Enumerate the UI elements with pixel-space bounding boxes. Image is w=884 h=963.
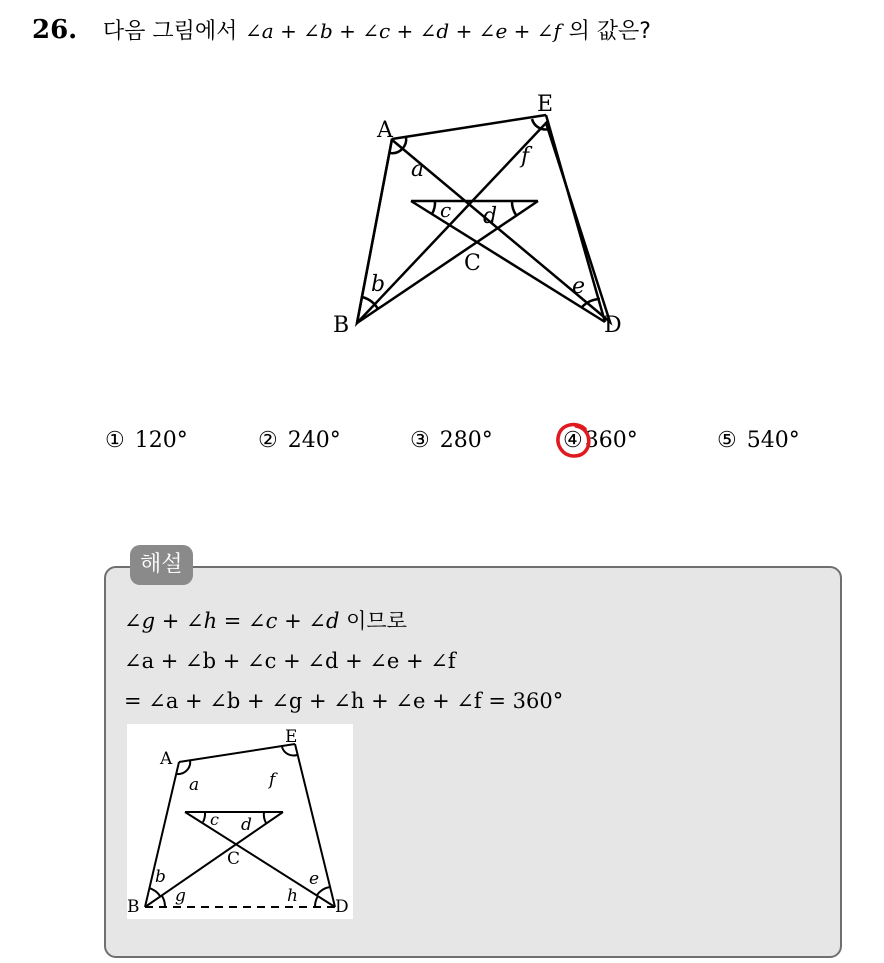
choice-1[interactable] [105, 428, 188, 453]
choice-2-value: 240° [287, 428, 341, 453]
sol-segment-d-to-top [185, 812, 335, 907]
choice-4-value: 360° [584, 428, 638, 453]
solution-tag: 해설 [130, 545, 193, 585]
sol-angle-a-label: a [189, 775, 200, 795]
point-e-label: E [537, 92, 554, 117]
choice-3[interactable] [410, 428, 493, 453]
choice-4[interactable] [563, 428, 638, 453]
solution-figure [127, 724, 353, 919]
point-a-label: A [377, 118, 393, 143]
question-suffix: 의 값은? [568, 19, 651, 44]
sol-point-c-label: C [227, 849, 241, 869]
choice-3-number: ③ [410, 428, 430, 453]
angle-b-label: b [371, 272, 386, 297]
point-c-label: C [464, 251, 481, 276]
angle-f-label: f [521, 144, 530, 169]
sol-arc-c [203, 812, 205, 822]
angle-a-label: a [411, 157, 425, 182]
sol-arc-f [282, 747, 297, 756]
solution-line-1 [124, 601, 563, 641]
arc-c [432, 201, 435, 214]
sol-arc-d [264, 812, 266, 823]
sol-point-a-label: A [160, 749, 173, 769]
problem-figure [320, 85, 630, 345]
arc-d [512, 201, 516, 215]
sol-angle-f-label: f [269, 770, 276, 790]
question-prompt: 다음 그림에서 [102, 19, 238, 44]
sol-point-b-label: B [127, 897, 140, 917]
sol-angle-g-label: g [175, 886, 186, 906]
solution-line-2: ∠a + ∠b + ∠c + ∠d + ∠e + ∠f [124, 649, 456, 673]
sol-point-e-label: E [285, 727, 298, 747]
segment-ae [392, 115, 546, 139]
sol-arc-b [149, 888, 160, 896]
question-header [32, 14, 651, 45]
choice-1-number: ① [105, 428, 125, 453]
choice-2[interactable] [258, 428, 341, 453]
solution-line-1-text: 이므로 [346, 609, 407, 633]
angle-c-label: c [440, 198, 452, 222]
selected-answer-mark [554, 420, 594, 460]
question-number: 26. [32, 15, 78, 45]
angle-e-label: e [572, 274, 586, 299]
sol-angle-c-label: c [210, 810, 219, 829]
point-b-label: B [333, 313, 350, 338]
choice-5-value: 540° [746, 428, 800, 453]
choice-5[interactable] [717, 428, 800, 453]
point-d-label: D [604, 313, 622, 338]
solution-line-1-math: ∠g + ∠h = ∠c + ∠d [124, 609, 340, 633]
answer-choices [105, 428, 825, 468]
choice-2-number: ② [258, 428, 278, 453]
sol-segment-ae [179, 744, 295, 762]
sol-angle-b-label: b [155, 867, 166, 887]
question-text [103, 16, 651, 44]
sol-angle-d-label: d [241, 815, 252, 835]
choice-1-value: 120° [134, 428, 188, 453]
solution-text [124, 601, 563, 721]
sol-arc-h [315, 896, 318, 907]
sol-angle-e-label: e [309, 869, 320, 889]
choice-4-number: ④ [563, 428, 583, 453]
sol-arc-g [162, 896, 165, 907]
choice-5-number: ⑤ [717, 428, 737, 453]
question-expression: ∠a + ∠b + ∠c + ∠d + ∠e + ∠f [245, 19, 561, 43]
choice-3-value: 280° [439, 428, 493, 453]
angle-d-label: d [483, 204, 498, 229]
sol-angle-h-label: h [287, 886, 298, 906]
sol-point-d-label: D [335, 897, 349, 917]
solution-line-3: = ∠a + ∠b + ∠g + ∠h + ∠e + ∠f = 360° [124, 689, 564, 713]
